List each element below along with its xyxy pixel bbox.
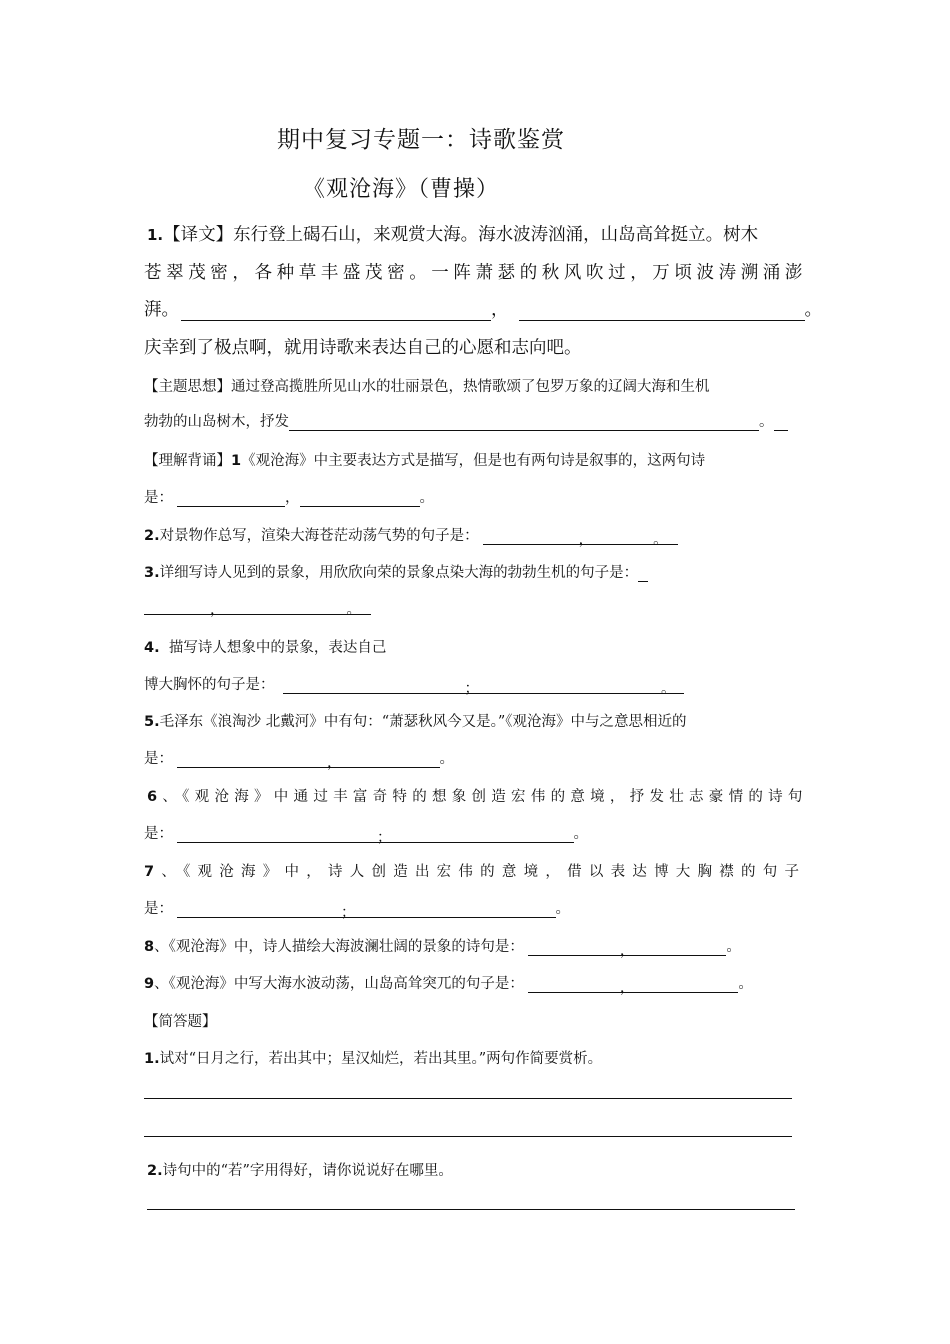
q6-period: 。: [573, 826, 588, 842]
q4-semi: ；: [465, 677, 480, 694]
q3-number: 3.: [144, 565, 160, 581]
short-q2-text: 诗句中的“若”字用得好，请你说说好在哪里。: [162, 1163, 453, 1179]
q8-line: [144, 935, 741, 959]
q5-number: 5.: [144, 714, 160, 730]
q9-blank-1[interactable]: [528, 976, 620, 993]
q2-blank-tail: [668, 528, 678, 545]
short-q1-text: 试对“日月之行，若出其中；星汉灿烂，若出其里。”两句作简要赏析。: [159, 1051, 603, 1067]
q4-text: 描写诗人想象中的景象，表达自己: [159, 640, 387, 656]
q6-line2: [144, 822, 588, 846]
q4-line2: [144, 673, 684, 697]
q2-blank-2[interactable]: [593, 528, 653, 545]
q3-comma: ，: [210, 598, 225, 615]
q1-line2: 苍翠茂密，各种草丰盛茂密。一阵萧瑟的秋风吹过，万顷波涛溯涌澎: [144, 263, 807, 283]
recite-line1: [144, 449, 705, 470]
q5-blank-2[interactable]: [342, 751, 440, 768]
recite-line2-start: 是：: [144, 490, 173, 506]
q1-line3: [144, 296, 822, 321]
theme-blank[interactable]: [289, 414, 759, 431]
q9-blank-2[interactable]: [634, 976, 738, 993]
recite-number: 1: [231, 453, 242, 469]
q2-period: 。: [653, 528, 668, 545]
q7-line2: [144, 897, 570, 921]
q2-blank-1[interactable]: [483, 528, 579, 545]
q7-text: 、《观沧海》中，诗人创造出宏伟的意境，借以表达博大胸襟的句子: [161, 864, 806, 880]
q1-blank-1[interactable]: [181, 302, 491, 321]
q5-period: 。: [439, 751, 454, 767]
q7-blank-2[interactable]: [356, 901, 556, 918]
q1-comma: ，: [491, 300, 509, 320]
q3-period: 。: [347, 598, 362, 615]
q2-comma: ，: [579, 528, 594, 545]
q4-blank-1[interactable]: [283, 677, 465, 694]
q1-line1-text: 【译文】东行登上碣石山，来观赏大海。海水波涛汹涌，山岛高耸挺立。树木: [163, 225, 759, 245]
q9-comma: ，: [620, 976, 635, 993]
q6-line2-text: 是：: [144, 826, 173, 842]
q1-line3-start: 湃。: [144, 300, 179, 320]
q4-blank-tail: [676, 677, 684, 694]
theme-blank-tail: [774, 414, 788, 431]
recite-label: 【理解背诵】: [144, 453, 231, 469]
q3-blank-lead[interactable]: [638, 565, 648, 582]
theme-line2-start: 勃勃的山岛树木，抒发: [144, 414, 289, 430]
q3-line1: [144, 561, 648, 582]
q1-period: 。: [804, 300, 822, 320]
short-q1-answer-line-1[interactable]: [144, 1098, 792, 1099]
q6-number: 6: [147, 789, 161, 805]
short-q1: [144, 1047, 602, 1068]
q7-blank-1[interactable]: [177, 901, 341, 918]
recite-line2: [144, 486, 434, 507]
short-q2-number: 2.: [147, 1163, 163, 1179]
q7-line1: [144, 860, 806, 881]
q3-line2: [144, 598, 371, 618]
q5-line2-text: 是：: [144, 751, 173, 767]
q4-period: 。: [661, 677, 676, 694]
q9-period: 。: [738, 976, 753, 992]
q8-blank-1[interactable]: [528, 939, 620, 956]
recite-blank-2[interactable]: [300, 490, 420, 507]
q7-semi: ；: [341, 901, 356, 918]
poem-subtitle: 《观沧海》（曹操）: [303, 177, 500, 202]
q1-line4: 庆幸到了极点啊，就用诗歌来表达自己的心愿和志向吧。: [144, 338, 582, 358]
q1-line1: [147, 221, 807, 246]
q5-line1: [144, 710, 687, 731]
q1-blank-2[interactable]: [519, 302, 805, 321]
recite-blank-1[interactable]: [177, 490, 285, 507]
q9-line: [144, 972, 753, 996]
short-q2-answer-line[interactable]: [147, 1209, 795, 1210]
q4-blank-2[interactable]: [479, 677, 661, 694]
q3-blank-tail: [361, 598, 371, 615]
q7-line2-text: 是：: [144, 901, 173, 917]
q5-blank-1[interactable]: [177, 751, 327, 768]
short-answer-heading: 【简答题】: [144, 1014, 217, 1030]
q8-comma: ，: [620, 939, 635, 956]
q6-semi: ；: [377, 826, 392, 843]
q9-number: 9: [144, 976, 155, 992]
q2-line: [144, 524, 678, 548]
q7-period: 。: [555, 901, 570, 917]
q5-text: 毛泽东《浪淘沙 北戴河》中有句：“萧瑟秋风今又是。”《观沧海》中与之意思相近的: [159, 714, 687, 730]
recite-period: 。: [419, 490, 434, 506]
page-title: 期中复习专题一：诗歌鉴赏: [277, 127, 565, 153]
q9-text: 、《观沧海》中写大海水波动荡，山岛高耸突兀的句子是：: [154, 976, 524, 992]
q5-comma: ，: [327, 751, 342, 768]
recite-comma: ，: [285, 490, 300, 506]
q6-line1: [147, 785, 806, 806]
short-q1-number: 1.: [144, 1051, 160, 1067]
q5-line2: [144, 747, 454, 771]
q4-number: 4.: [144, 640, 160, 656]
short-q1-answer-line-2[interactable]: [144, 1136, 792, 1137]
theme-line1: 【主题思想】通过登高揽胜所见山水的壮丽景色，热情歌颂了包罗万象的辽阔大海和生机: [144, 379, 710, 395]
theme-line2: [144, 410, 788, 431]
q8-text: 、《观沧海》中，诗人描绘大海波澜壮阔的景象的诗句是：: [154, 939, 524, 955]
q8-number: 8: [144, 939, 155, 955]
q3-blank-2[interactable]: [225, 598, 347, 615]
q1-number: 1.: [147, 226, 164, 244]
q3-blank-1[interactable]: [144, 598, 210, 615]
q4-line1: [144, 636, 386, 657]
q6-blank-1[interactable]: [177, 826, 377, 843]
q6-text: 、《观沧海》中通过丰富奇特的想象创造宏伟的意境，抒发壮志豪情的诗句: [160, 789, 806, 805]
theme-period: 。: [759, 414, 774, 430]
q7-number: 7: [144, 864, 162, 880]
q6-blank-2[interactable]: [392, 826, 574, 843]
q2-text: 对景物作总写，渲染大海苍茫动荡气势的句子是：: [159, 528, 479, 544]
short-q2: [147, 1159, 453, 1180]
q2-number: 2.: [144, 528, 160, 544]
q3-text: 详细写诗人见到的景象，用欣欣向荣的景象点染大海的勃勃生机的句子是：: [159, 565, 639, 581]
q8-period: 。: [726, 939, 741, 955]
q8-blank-2[interactable]: [634, 939, 726, 956]
q4-line2-text: 博大胸怀的句子是：: [144, 677, 275, 693]
recite-line1-text: 《观沧海》中主要表达方式是描写，但是也有两句诗是叙事的，这两句诗: [241, 453, 706, 469]
